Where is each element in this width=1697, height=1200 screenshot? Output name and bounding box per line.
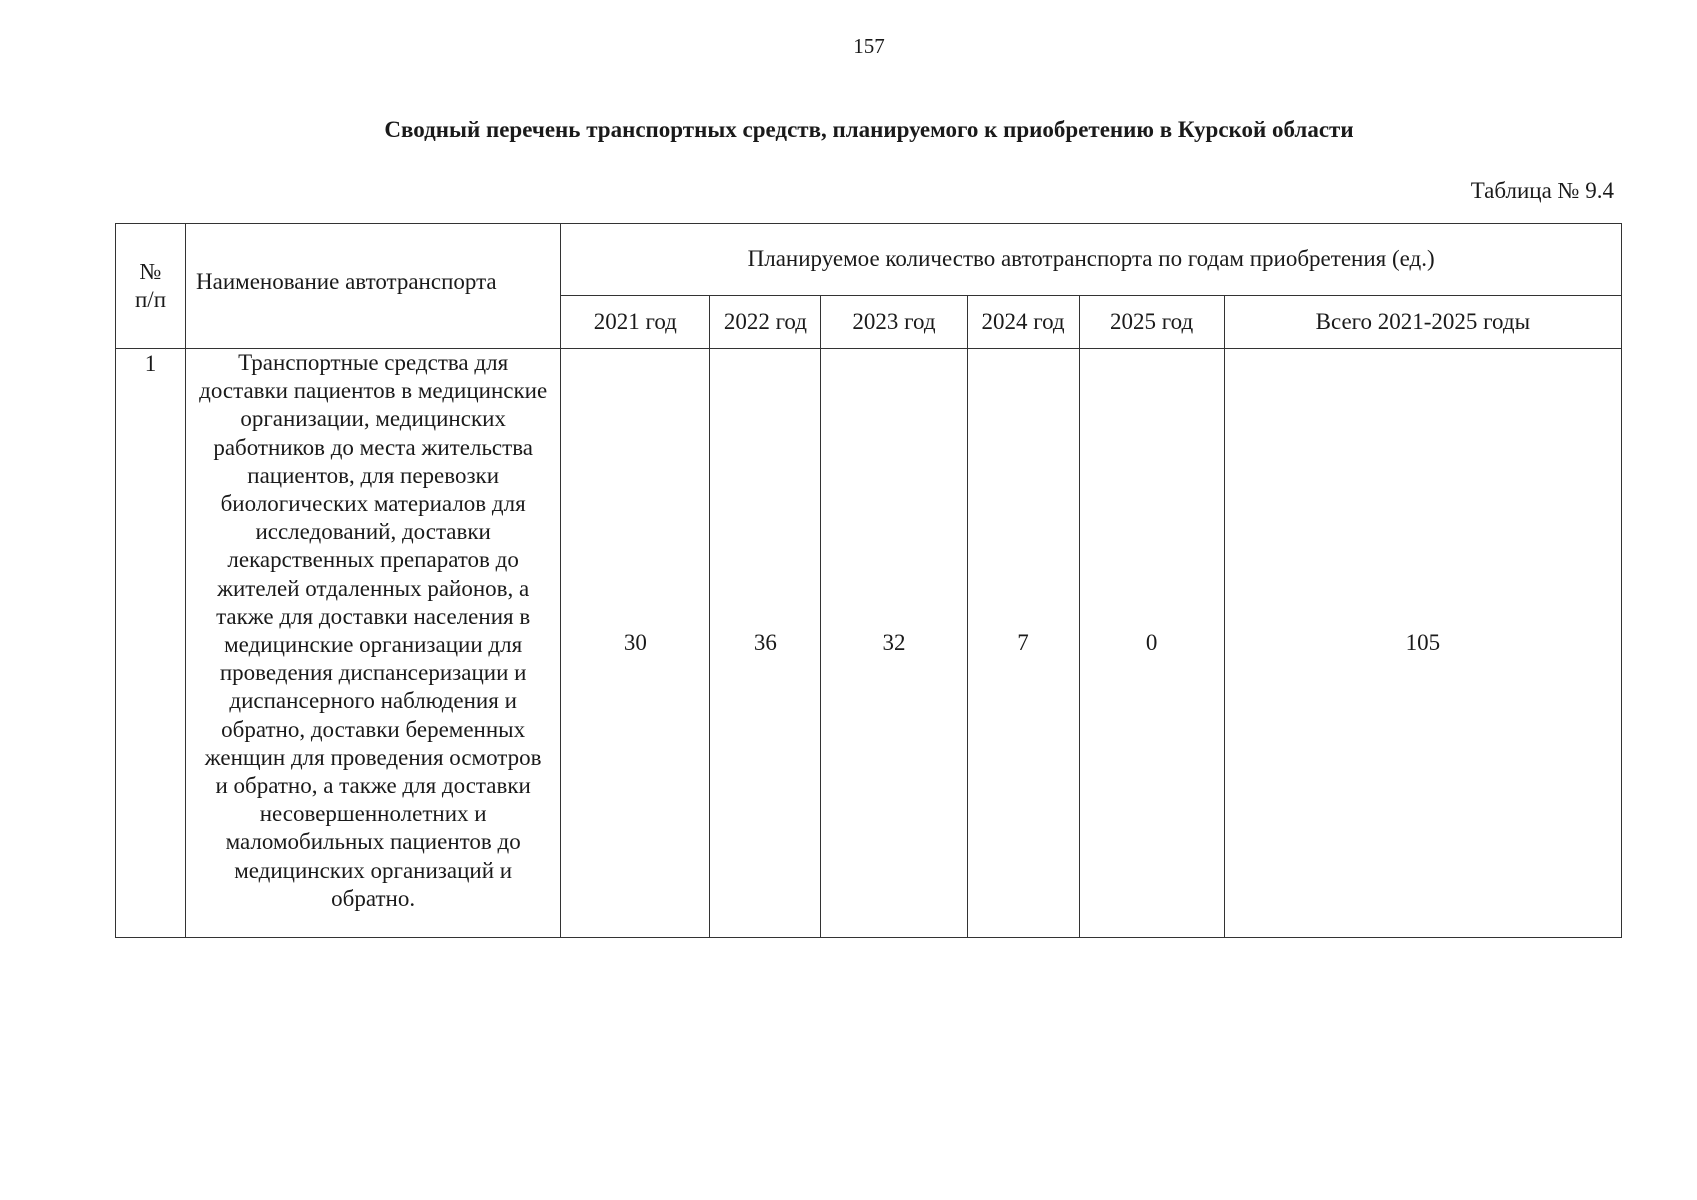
value-2021: 30: [561, 349, 710, 938]
header-year-2024: 2024 год: [967, 295, 1079, 348]
header-number-line2: п/п: [135, 287, 167, 312]
page-number: 157: [853, 34, 885, 58]
value-2023: 32: [821, 349, 967, 938]
value-2022: 36: [710, 349, 821, 938]
header-number-line1: №: [139, 259, 162, 284]
header-year-2021: 2021 год: [561, 295, 710, 348]
header-vehicle-name: Наименование автотранспорта: [186, 224, 561, 349]
header-year-2023: 2023 год: [821, 295, 967, 348]
row-vehicle-name: Транспортные средства для доставки пациентов в медицинские организации, медицинских работников до места жительства пациентов, для перевозки биологических материалов для исследований, доставки лекарственных препаратов до жителей отдаленных районов, а также для доставки населения в медицинские организации для проведения диспансеризации и диспансерного наблюдения и обратно, доставки беременных женщин для проведения осмотров и обратно, а также для доставки несовершеннолетних и маломобильных пациентов до медицинских организаций и обратно.: [186, 349, 561, 938]
header-row-top: [116, 224, 1622, 296]
value-2025: 0: [1079, 349, 1224, 938]
header-planned-quantity: Планируемое количество автотранспорта по годам приобретения (ед.): [561, 224, 1622, 296]
header-total: Всего 2021-2025 годы: [1224, 295, 1621, 348]
document-title: Сводный перечень транспортных средств, планируемого к приобретению в Курской области: [384, 117, 1354, 142]
value-2024: 7: [967, 349, 1079, 938]
table-caption: Таблица № 9.4: [1470, 178, 1614, 203]
transport-table: [115, 223, 1622, 938]
header-year-2022: 2022 год: [710, 295, 821, 348]
row-number: 1: [116, 349, 186, 938]
header-year-2025: 2025 год: [1079, 295, 1224, 348]
table-row: [116, 349, 1622, 938]
value-total: 105: [1224, 349, 1621, 938]
header-number: [116, 224, 186, 349]
